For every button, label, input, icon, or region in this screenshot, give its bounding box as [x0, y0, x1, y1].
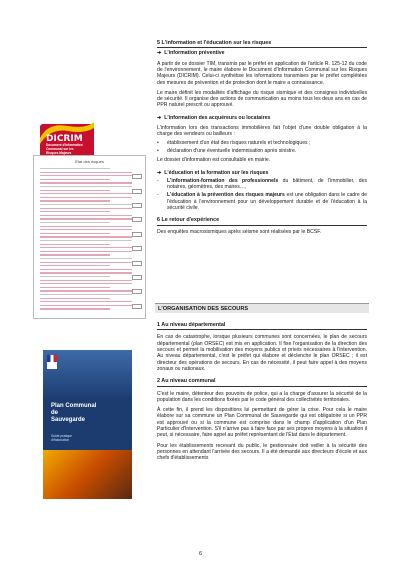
form-line [40, 280, 132, 281]
form-line [40, 229, 132, 230]
form-line [40, 186, 132, 187]
form-line [40, 182, 132, 183]
form-line [40, 200, 110, 201]
paragraph: Le dossier d'information est consultable en mairie. [157, 157, 271, 164]
paragraph: À cette fin, il prend les dispositions lui permettant de gérer la crise. Pour cela le maire élabore sur sa commune un Plan Communal de Sauvegarde qui est obligatoire si un PPR est approuvé ou si la commune est comprise dans le champ d'application d'un Plan Particulier d'Intervention. S'il n'arrive pas à faire face par ses propres moyens à la situation il peut, si nécessaire, faire appel au préfet représentant de l'État dans le département. [157, 407, 367, 439]
form-checkbox [132, 261, 142, 266]
booklet-fire-photo [43, 450, 132, 499]
form-checkbox [132, 304, 142, 309]
form-line [40, 290, 132, 291]
form-line [40, 305, 132, 306]
section-heading: 6 Le retour d'expérience [157, 217, 367, 225]
form-line [40, 197, 132, 198]
form-line [40, 258, 132, 259]
arrow-icon: ➔ [157, 50, 162, 57]
section-heading: 5 L'information et l'éducation sur les risques [157, 40, 367, 48]
form-line [40, 283, 132, 284]
list-item-bold: L'éducation à la prévention des risques majeurs [167, 192, 285, 199]
form-checkbox [132, 203, 142, 208]
form-line [40, 168, 110, 169]
form-line [40, 175, 132, 176]
form-line [40, 251, 132, 252]
form-line [40, 308, 110, 309]
form-line [40, 254, 110, 255]
form-checkbox [132, 275, 142, 280]
booklet-title-line: Sauvegarde [51, 417, 86, 423]
form-checkbox [132, 174, 142, 179]
booklet-title-line: de [51, 410, 59, 416]
form-line [40, 244, 110, 245]
form-line [40, 211, 110, 212]
form-line [40, 233, 110, 234]
form-line [40, 222, 110, 223]
list-item-text: est une obligation dans le cadre de l'éducation à l'environnement pour un développement durable et de l'éducation à la sécurité civile. [167, 192, 367, 212]
plan-communal-booklet-image [43, 350, 132, 499]
page-number: 6 [199, 551, 203, 557]
form-line [40, 236, 132, 237]
form-line [40, 265, 110, 266]
form-line [40, 269, 132, 270]
paragraph: Des enquêtes macrosismiques après séisme sont réalisées par le BCSF. [157, 228, 322, 235]
list-item: • déclaration d'une éventuelle indemnisation après sinistre. [157, 147, 297, 154]
booklet-subtitle-line: d'élaboration [51, 438, 70, 442]
dicrim-logo-text: DICRIM [46, 134, 83, 144]
form-line [40, 272, 132, 273]
paragraph: L'information lors des transactions immobilières fait l'objet d'une double obligation à la charge des vendeurs ou bailleurs : [157, 125, 367, 138]
list-item: - L'éducation à la prévention des risques majeurs est une obligation dans le cadre de l'éducation à l'environnement pour un développement durable et de l'éducation à la sécurité civile. [157, 192, 367, 212]
section-heading: 2 Au niveau communal [157, 378, 367, 386]
arrow-icon: ➔ [157, 169, 162, 176]
dicrim-caption-line: Communal sur les [46, 146, 74, 151]
form-line [40, 301, 132, 302]
dicrim-caption-line: Document d'Information [46, 143, 83, 147]
paragraph: Pour les établissements recevant du public, le gestionnaire doit veiller à la sécurité des personnes en attendant l'arrivée des secours. Il a été demandé aux directeurs d'école et aux chefs d'établissements [157, 442, 367, 462]
list-item-text: établissement d'un état des risques naturels et technologiques ; [167, 139, 311, 146]
booklet-subtitle-line: Guide pratique [51, 434, 72, 438]
form-line [40, 287, 110, 288]
form-checkbox [132, 217, 142, 222]
form-line [40, 190, 110, 191]
paragraph: A partir de ce dossier TIM, transmis par le préfet en application de l'article R. 125-12 du code de l'environnement, le maire élabore le Document d'Information Communal sur les Risques Majeurs (DICRIM). Celui-ci synthétise les informations transmises par le préfet complétées des mesures de prévention et de protection dont le maire a connaissance. [157, 60, 367, 86]
form-line [40, 240, 132, 241]
list-item-text: du bâtiment, de l'immobilier, des notaires, géomètres, des maires…, [167, 177, 367, 191]
form-line [40, 298, 110, 299]
form-line [40, 208, 132, 209]
arrow-icon: ➔ [157, 114, 162, 121]
list-item-text: déclaration d'une éventuelle indemnisation après sinistre. [167, 147, 297, 154]
form-checkbox [132, 246, 142, 251]
republique-logo [47, 355, 57, 369]
list-item: - L'information-formation des professionnels du bâtiment, de l'immobilier, des notaires, géomètres, des maires…, [157, 177, 367, 191]
form-checkbox [132, 189, 142, 194]
form-title: État des risques [75, 159, 104, 164]
subheading: L'information des acquéreurs ou locataires [164, 114, 271, 121]
form-line [40, 204, 132, 205]
form-line [40, 294, 132, 295]
form-checkbox [132, 232, 142, 237]
form-line [40, 247, 132, 248]
form-line [40, 193, 132, 194]
section-organisation-secours [157, 322, 367, 462]
form-line [40, 179, 110, 180]
list-item-bold: L'information-formation des professionnels [167, 177, 279, 184]
dicrim-caption-line: Risques Majeurs [46, 150, 72, 155]
form-line [40, 226, 132, 227]
form-line [40, 276, 110, 277]
paragraph: Le maire définit les modalités d'affichage du risque sismique et des consignes individuelles de sécurité. Il organise des actions de communication au moins tous les deux ans en cas de PPR naturel prescrit ou approuvé. [157, 89, 367, 109]
form-line [40, 215, 132, 216]
risk-statement-form-image [33, 155, 146, 319]
form-checkbox [132, 289, 142, 294]
section-information-education [157, 40, 367, 235]
subheading: L'information préventive [164, 50, 225, 57]
paragraph: C'est le maire, détenteur des pouvoirs de police, qui a la charge d'assurer la sécurité de la population dans les conditions fixées par le code général des collectivités territoriales. [157, 390, 367, 403]
form-line [40, 218, 132, 219]
paragraph: En cas de catastrophe, lorsque plusieurs communes sont concernées, le plan de secours départemental (plan ORSEC) est mis en application. Il fixe l'organisation de la direction des secours et permet la mobilisation des moyens publics et privés nécessaires à l'intervention. Au niveau départemental, c'est le préfet qui élabore et déclenche le plan ORSEC ; il est directeur des opérations de secours. En cas de nécessité, il peut faire appel à des moyens zonaux ou nationaux. [157, 334, 367, 372]
section-band-organisation-secours: L'ORGANISATION DES SECOURS [155, 303, 369, 313]
section-heading: 1 Au niveau départemental [157, 322, 367, 330]
subheading: L'éducation et la formation sur les risques [164, 169, 269, 176]
form-line [40, 172, 132, 173]
list-item: • établissement d'un état des risques naturels et technologiques ; [157, 139, 311, 146]
form-line [40, 262, 132, 263]
booklet-title-line: Plan Communal [51, 403, 97, 409]
